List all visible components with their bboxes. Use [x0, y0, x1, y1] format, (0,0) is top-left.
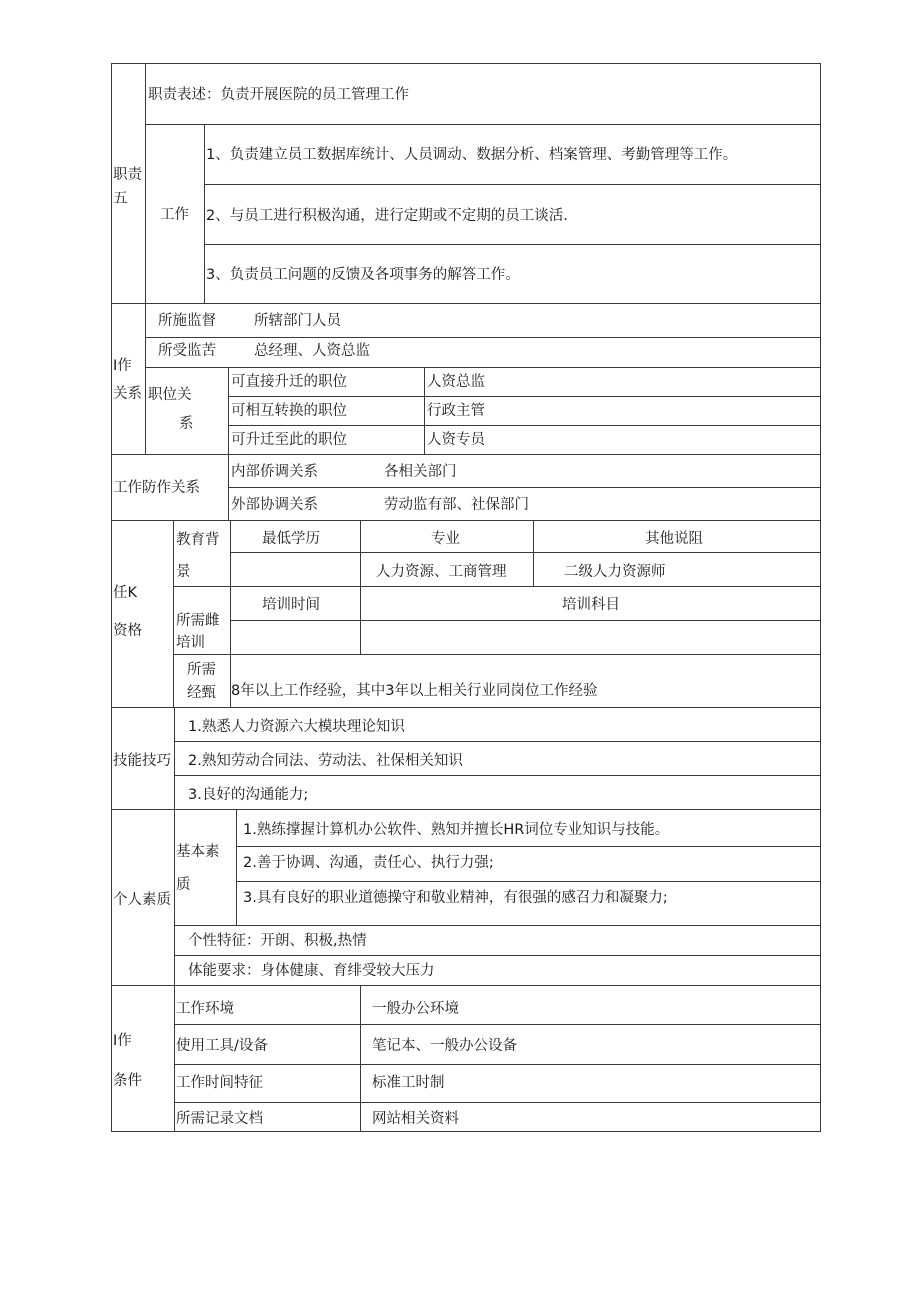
position-value: 人资专员	[427, 432, 485, 448]
internal-coordination-label: 内部侨调关系	[231, 464, 318, 480]
education-value: 人力资源、工商管理	[376, 564, 507, 580]
position-value: 行政主管	[427, 403, 485, 419]
physical-requirements: 体能要求：身体健康、育绯受较大压力	[188, 963, 435, 979]
training-label-line2: 培训	[176, 635, 205, 651]
external-coordination-label: 外部协调关系	[231, 497, 318, 513]
duty5-description: 职责表述：负责开展医院的员工管理工作	[148, 87, 409, 103]
external-coordination-value: 劳动监有部、社保部门	[384, 497, 529, 513]
supervise-label: 所施监督	[158, 313, 216, 329]
basic-quality-item: 2.善于协调、沟通，责任心、执行力强;	[243, 855, 494, 871]
education-header: 最低学历	[262, 531, 320, 547]
personality-traits: 个性特征：开朗、积极,热情	[188, 933, 367, 949]
basic-quality-item: 1.熟练撑握计算机办公软件、熟知并擅长HR词位专业知识与技能。	[243, 822, 670, 838]
position-label: 可升迁至此的职位	[231, 432, 347, 448]
supervised-label: 所受监苦	[158, 343, 216, 359]
condition-value: 一般办公环境	[372, 1001, 459, 1017]
condition-label: 工作时间特征	[176, 1075, 263, 1091]
position-relations-label: 职位关	[148, 387, 192, 403]
personal-label: 个人素质	[113, 892, 171, 908]
condition-label: 工作环境	[176, 1001, 234, 1017]
skill-item: 2.熟知劳动合同法、劳动法、社保相关知识	[188, 753, 463, 769]
condition-value: 笔记本、一般办公设备	[372, 1038, 517, 1054]
education-label-line2: 景	[176, 564, 191, 580]
work-relations-label: I作	[113, 358, 132, 374]
position-value: 人资总监	[427, 374, 485, 390]
experience-value: 8年以上工作经验，其中3年以上相关行业同岗位工作经验	[231, 683, 598, 699]
education-label: 教育背	[176, 532, 220, 548]
qualification-label: 任K	[113, 585, 138, 601]
duty5-item: 1、负责建立员工数据库统计、人员调动、数据分析、档案管理、考勤管理等工作。	[206, 147, 738, 163]
duty5-item: 2、与员工进行积极沟通，进行定期或不定期的员工谈活.	[206, 208, 568, 224]
duty5-label: 职责	[113, 167, 142, 183]
education-header: 其他说阻	[645, 531, 703, 547]
experience-label-line2: 经甄	[187, 685, 216, 701]
skills-label: 技能技巧	[113, 753, 171, 769]
qualification-label-line2: 资格	[113, 623, 142, 639]
basic-quality-item: 3.具有良好的职业道德操守和敬业精神，有很强的感召力和凝聚力;	[243, 890, 668, 906]
education-value: 二级人力资源师	[564, 564, 666, 580]
work-relations-label-line2: 关系	[113, 386, 142, 402]
duty5-label-line2: 五	[113, 191, 128, 207]
internal-coordination-value: 各相关部门	[384, 464, 457, 480]
skill-item: 3.良好的沟通能力;	[188, 787, 309, 803]
duty5-work-label: 工作	[160, 207, 189, 223]
conditions-label-line2: 条件	[113, 1073, 142, 1089]
training-header: 培训时间	[262, 597, 320, 613]
conditions-label: I作	[113, 1033, 132, 1049]
training-label: 所需雌	[176, 613, 220, 629]
coordination-label: 工作防作关系	[113, 480, 200, 496]
basic-quality-label: 基本素	[176, 844, 220, 860]
duty5-item: 3、负责员工问题的反馈及各项事务的解答工作。	[206, 267, 520, 283]
condition-value: 网站相关资料	[372, 1111, 459, 1127]
position-label: 可直接升迁的职位	[231, 374, 347, 390]
basic-quality-label-line2: 质	[176, 877, 191, 893]
training-header: 培训科目	[562, 597, 620, 613]
condition-value: 标准工时制	[372, 1075, 445, 1091]
education-header: 专业	[431, 531, 460, 547]
position-label: 可相互转换的职位	[231, 403, 347, 419]
condition-label: 所需记录文档	[176, 1111, 263, 1127]
position-relations-label-line2: 系	[179, 416, 194, 432]
condition-label: 使用工具/设备	[176, 1038, 268, 1054]
experience-label: 所需	[187, 662, 216, 678]
supervise-value: 所辖部门人员	[254, 313, 341, 329]
supervised-value: 总经理、人资总监	[254, 343, 370, 359]
skill-item: 1.熟悉人力资源六大模块理论知识	[188, 719, 405, 735]
